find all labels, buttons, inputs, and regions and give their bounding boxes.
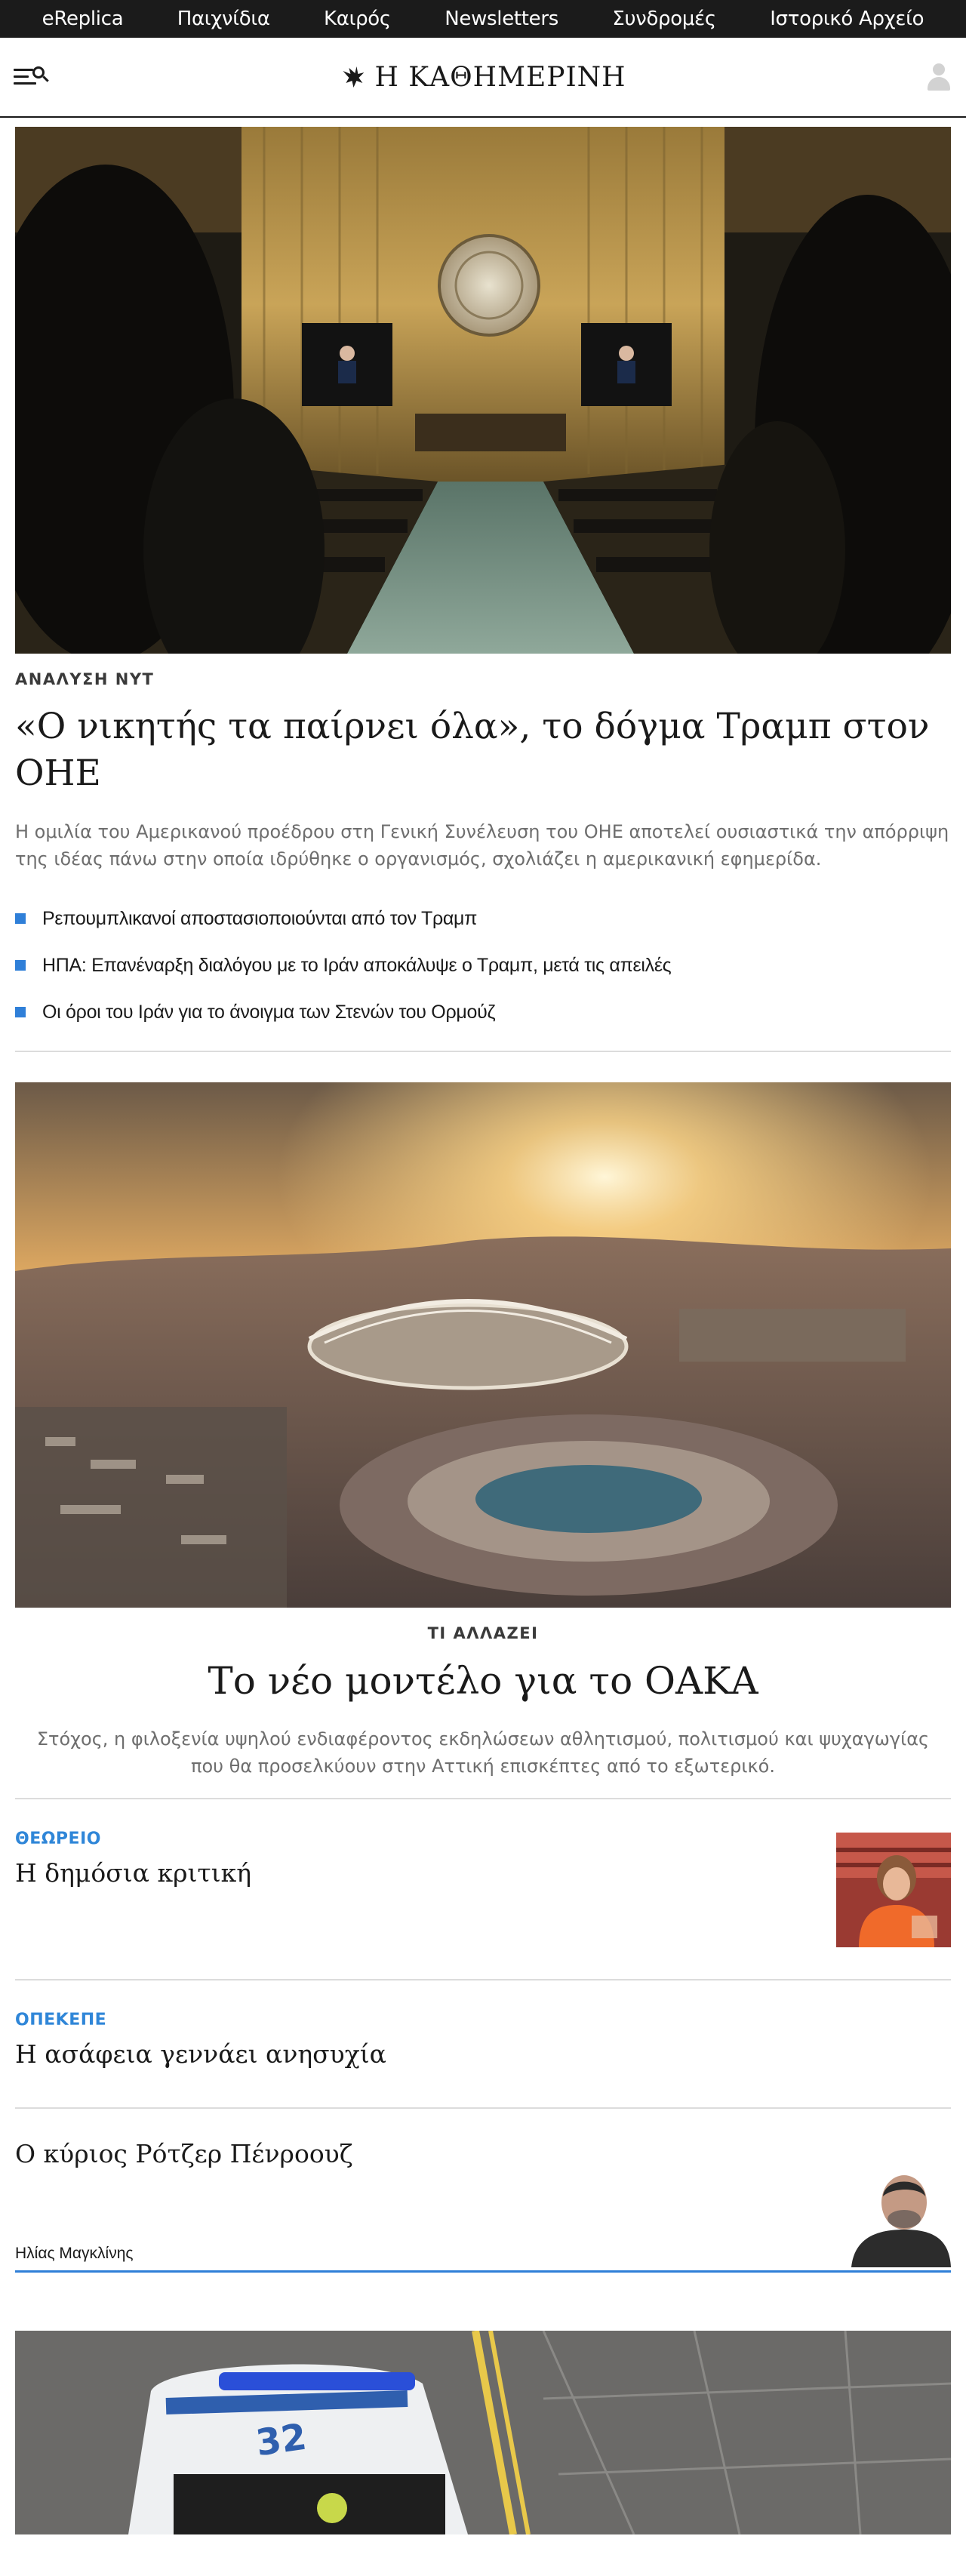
story-thumbnail[interactable] <box>836 1833 951 1947</box>
story-title[interactable]: Η δημόσια κριτική <box>15 1858 252 1888</box>
section-divider <box>15 1051 951 1052</box>
small-story[interactable] <box>15 1980 951 2109</box>
related-link[interactable]: ΗΠΑ: Επανέναρξη διαλόγου με το Ιράν αποκάλυψε ο Τραμπ, μετά τις απειλές <box>15 942 951 989</box>
bullet-square-icon <box>15 960 26 971</box>
small-story[interactable] <box>15 1799 951 1980</box>
svg-text:32: 32 <box>253 2415 309 2465</box>
topnav-newsletters[interactable]: Newsletters <box>445 8 559 30</box>
opinion-author[interactable]: Ηλίας Μαγκλίνης <box>15 2245 134 2262</box>
opinion-underline <box>15 2270 951 2273</box>
topnav-subscriptions[interactable]: Συνδρομές <box>612 8 716 30</box>
author-photo[interactable] <box>845 2169 951 2267</box>
second-story-title[interactable]: Το νέο μοντέλο για το ΟΑΚΑ <box>208 1659 758 1703</box>
lead-story-title[interactable]: «Ο νικητής τα παίρνει όλα», το δόγμα Τραμπ στον ΟΗΕ <box>15 706 930 794</box>
related-link[interactable]: Οι όροι του Ιράν για το άνοιγμα των Στενών του Ορμούζ <box>15 989 951 1036</box>
lead-story <box>15 127 951 1052</box>
second-story <box>15 1082 951 1799</box>
menu-search-button[interactable] <box>14 62 50 92</box>
lead-story-summary: Η ομιλία του Αμερικανού προέδρου στη Γενική Συνέλευση του ΟΗΕ αποτελεί ουσιαστικά την απόρριψη της ιδέας πάνω στην οποία ιδρύθηκε ο οργανισμός, σχολιάζει η αμερικανική εφημερίδα. <box>15 821 949 869</box>
related-link[interactable]: Ρεπουμπλικανοί αποστασιοποιούνται από τον Τραμπ <box>15 895 951 942</box>
logo-eagle-icon <box>340 63 367 91</box>
third-story-image[interactable] <box>15 2331 951 2534</box>
topnav-weather[interactable]: Καιρός <box>324 8 391 30</box>
masthead <box>0 38 966 118</box>
second-story-kicker: ΤΙ ΑΛΛΑΖΕΙ <box>427 1624 539 1642</box>
topnav-ereplica[interactable]: eReplica <box>42 8 124 30</box>
logo-text: Η ΚΑΘΗΜΕΡΙΝΗ <box>374 61 626 93</box>
topnav-archive[interactable]: Ιστορικό Αρχείο <box>770 8 924 30</box>
bullet-square-icon <box>15 913 26 924</box>
second-story-summary: Στόχος, η φιλοξενία υψηλού ενδιαφέροντος εκδηλώσεων αθλητισμού, πολιτισμού και ψυχαγωγίας που θα προσελκύουν στην Αττική επισκέπτες από το εξωτερικό. <box>36 1728 930 1777</box>
bullet-square-icon <box>15 1007 26 1017</box>
search-icon <box>32 66 45 78</box>
main-content <box>0 127 966 2534</box>
story-title[interactable]: Η ασάφεια γεννάει ανησυχία <box>15 2039 386 2069</box>
topnav-games[interactable]: Παιχνίδια <box>177 8 270 30</box>
top-utility-nav <box>0 0 966 38</box>
story-tag[interactable]: ΟΠΕΚΕΠΕ <box>15 2011 107 2030</box>
site-logo[interactable] <box>340 62 626 93</box>
user-icon[interactable] <box>925 62 952 92</box>
story-tag[interactable]: ΘΕΩΡΕΙΟ <box>15 1830 101 1848</box>
lead-story-image[interactable] <box>15 127 951 654</box>
opinion-story[interactable] <box>15 2109 951 2275</box>
related-links <box>15 895 951 1036</box>
second-story-image[interactable] <box>15 1082 951 1608</box>
lead-story-kicker: ΑΝΑΛΥΣΗ ΝΥΤ <box>15 670 155 688</box>
opinion-title[interactable]: Ο κύριος Ρότζερ Πένροουζ <box>15 2139 353 2168</box>
